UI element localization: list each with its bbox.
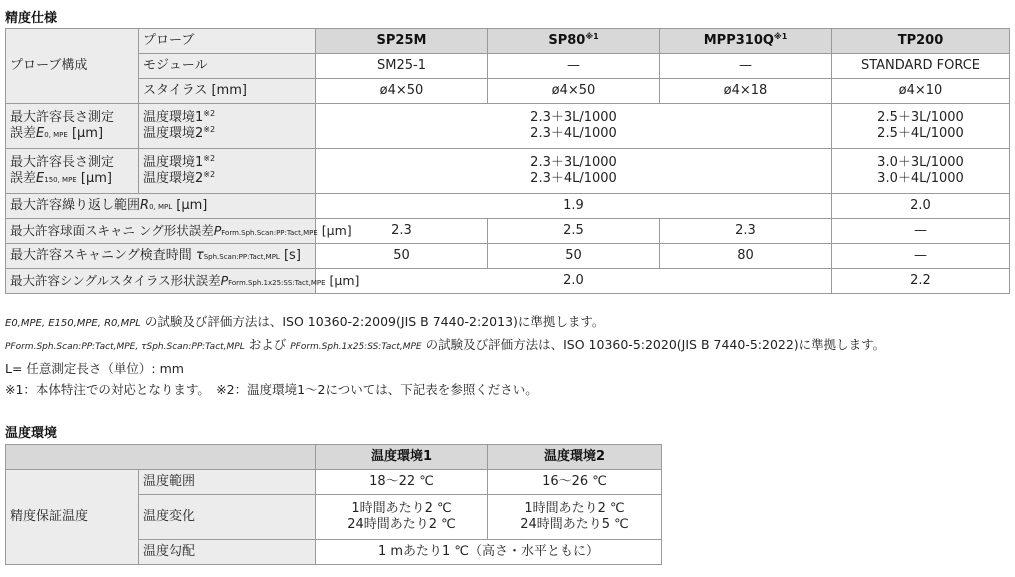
pform-mpp310q: 2.3 — [660, 219, 832, 244]
stylus-label: スタイラス [mm] — [139, 79, 316, 104]
probe-header-sp80: SP80$^{※1}$ — [488, 29, 660, 54]
probe-config-label: プローブ構成 — [6, 29, 139, 104]
e150-main-values: 2.3＋3L/1000 2.3＋4L/1000 — [316, 149, 832, 194]
stylus-sp25m: ø4×50 — [316, 79, 488, 104]
note-line-4: ※1：本体特注での対応となります。 ※2：温度環境1〜2については、下記表を参照ください。 — [5, 382, 538, 397]
time-label: 最大許容スキャニング検査時間 τSph.Scan:PP:Tact,MPL [s] — [6, 244, 316, 269]
note-line-3: L= 任意測定長さ（単位）: mm — [5, 361, 184, 376]
probe-header-tp200: TP200 — [832, 29, 1010, 54]
module-sp25m: SM25-1 — [316, 54, 488, 79]
module-sp80: — — [488, 54, 660, 79]
probe-label: プローブ — [139, 29, 316, 54]
spec-title: 精度仕様 — [5, 11, 58, 26]
time-sp80: 50 — [488, 244, 660, 269]
note-line-2: PForm.Sph.Scan:PP:Tact,MPE, τSph.Scan:PP:Tact,MPL および PForm.Sph.1x25:SS:Tact,MPE の試験及び評価方法は、ISO 10360-5:2020(JIS B 7440-5:2022)に準拠します。 — [5, 337, 886, 352]
pform-label: 最大許容球面スキャニ ング形状誤差PForm.Sph.Scan:PP:Tact,MPE [μm] — [6, 219, 316, 244]
spec-table — [5, 28, 1010, 294]
temp-change-label: 温度変化 — [139, 495, 316, 540]
single-label: 最大許容シングルスタイラス形状誤差PForm.Sph.1x25:SS:Tact,MPE [μm] — [6, 269, 316, 294]
temp-range-env1: 18〜22 ℃ — [316, 470, 488, 495]
e150-label: 最大許容長さ測定 誤差E150, MPE [μm] — [6, 149, 139, 194]
env-header-2: 温度環境2 — [488, 445, 662, 470]
module-label: モジュール — [139, 54, 316, 79]
e0-env-labels: 温度環境1$^{※2}$ 温度環境2$^{※2}$ — [139, 104, 316, 149]
e150-tp200-values: 3.0＋3L/1000 3.0＋4L/1000 — [832, 149, 1010, 194]
r0-main-value: 1.9 — [316, 194, 832, 219]
single-tp200-value: 2.2 — [832, 269, 1010, 294]
temp-range-env2: 16〜26 ℃ — [488, 470, 662, 495]
guarantee-temp-label: 精度保証温度 — [6, 470, 139, 565]
temp-gradient-label: 温度勾配 — [139, 540, 316, 565]
env-title: 温度環境 — [5, 426, 58, 441]
e0-label: 最大許容長さ測定 誤差E0, MPE [μm] — [6, 104, 139, 149]
time-sp25m: 50 — [316, 244, 488, 269]
pform-sp25m: 2.3 — [316, 219, 488, 244]
stylus-mpp310q: ø4×18 — [660, 79, 832, 104]
env-header-blank — [6, 445, 316, 470]
e0-tp200-values: 2.5＋3L/1000 2.5＋4L/1000 — [832, 104, 1010, 149]
temp-change-env1: 1時間あたり2 ℃ 24時間あたり2 ℃ — [316, 495, 488, 540]
time-tp200: — — [832, 244, 1010, 269]
temp-gradient-value: 1 mあたり1 ℃（高さ・水平ともに） — [316, 540, 662, 565]
env-header-1: 温度環境1 — [316, 445, 488, 470]
r0-label: 最大許容繰り返し範囲R0, MPL [μm] — [6, 194, 316, 219]
pform-sp80: 2.5 — [488, 219, 660, 244]
e0-main-values: 2.3＋3L/1000 2.3＋4L/1000 — [316, 104, 832, 149]
pform-tp200: — — [832, 219, 1010, 244]
e150-env-labels: 温度環境1$^{※2}$ 温度環境2$^{※2}$ — [139, 149, 316, 194]
footnotes — [5, 311, 885, 400]
r0-tp200-value: 2.0 — [832, 194, 1010, 219]
single-main-value: 2.0 — [316, 269, 832, 294]
time-mpp310q: 80 — [660, 244, 832, 269]
temp-change-env2: 1時間あたり2 ℃ 24時間あたり5 ℃ — [488, 495, 662, 540]
probe-header-mpp310q: $MPP310Q^{※1}$ — [660, 29, 832, 54]
module-mpp310q: — — [660, 54, 832, 79]
note-line-1: E0,MPE, E150,MPE, R0,MPL の試験及び評価方法は、ISO 10360-2:2009(JIS B 7440-2:2013)に準拠します。 — [5, 314, 605, 329]
module-tp200: STANDARD FORCE — [832, 54, 1010, 79]
stylus-tp200: ø4×10 — [832, 79, 1010, 104]
probe-header-sp25m: SP25M — [316, 29, 488, 54]
temp-range-label: 温度範囲 — [139, 470, 316, 495]
env-table — [5, 444, 662, 565]
stylus-sp80: ø4×50 — [488, 79, 660, 104]
